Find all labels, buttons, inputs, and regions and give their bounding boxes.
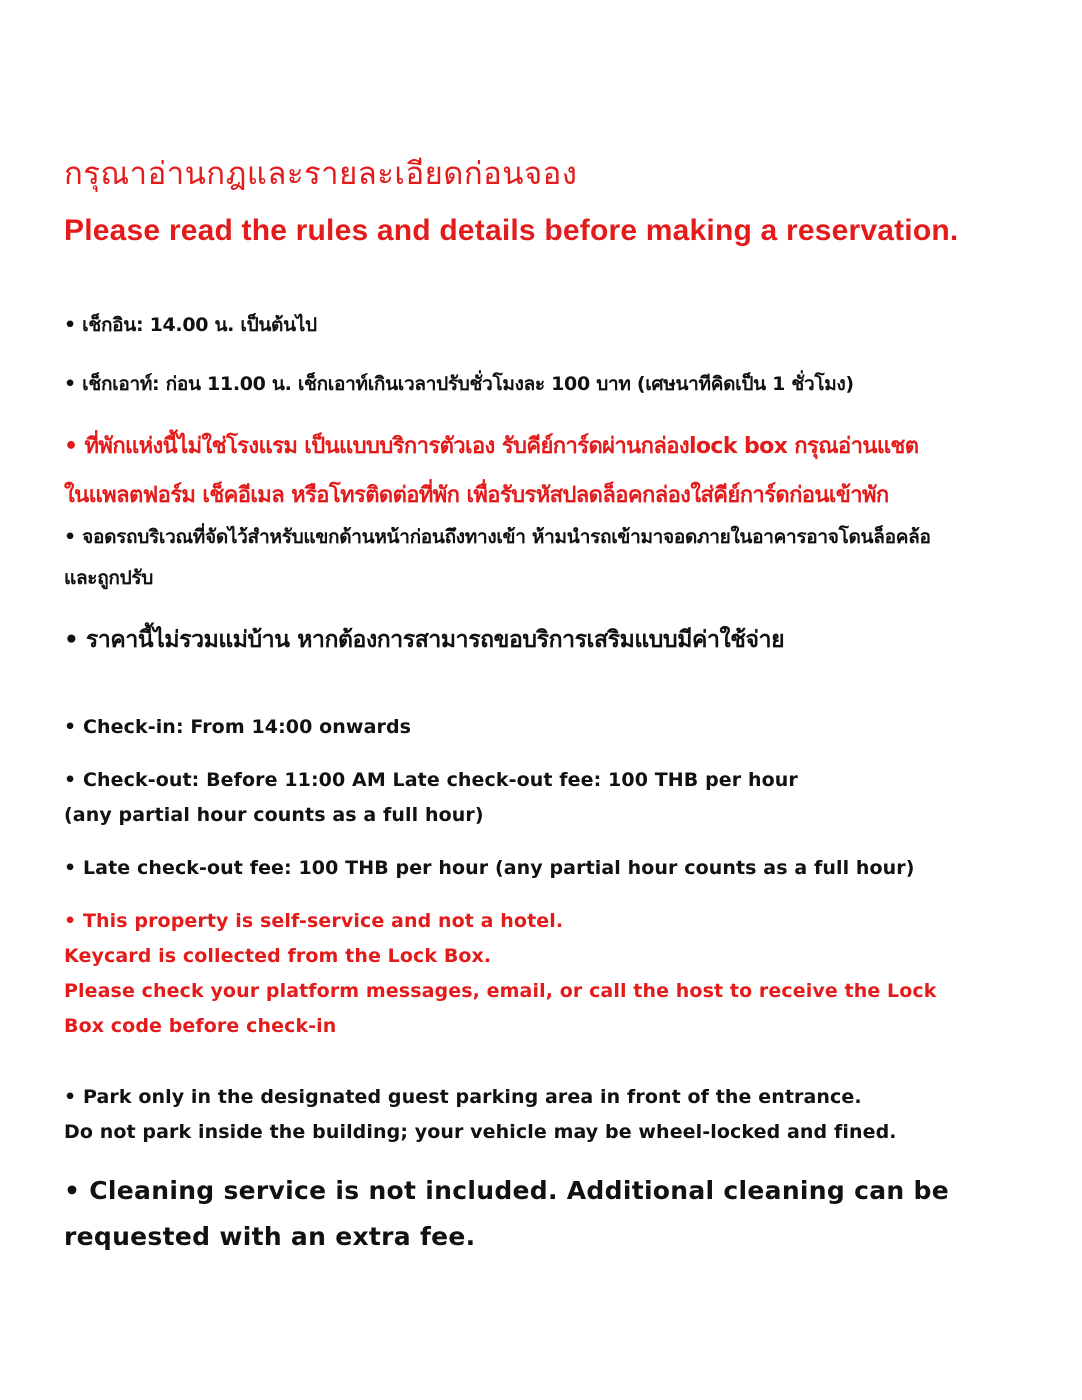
thai-self-service-line-1: • ที่พักแห่งนี้ไม่ใช่โรงแรม เป็นแบบบริการตัวเอง รับคีย์การ์ดผ่านกล่องlock box กรุณอ่านแชต — [64, 434, 919, 459]
thai-cleaning-rule: • ราคานี้ไม่รวมแม่บ้าน หากต้องการสามารถขอบริการเสริมแบบมีค่าใช้จ่าย — [64, 627, 785, 653]
thai-self-service-line-2: ในแพลตฟอร์ม เช็คอีเมล หรือโทรติดต่อที่พัก เพื่อรับรหัสปลดล็อคกล่องใส่คีย์การ์ดก่อนเข้าพัก — [64, 483, 889, 508]
thai-checkout-rule: • เช็กเอาท์: ก่อน 11.00 น. เช็กเอาท์เกินเวลาปรับชั่วโมงละ 100 บาท (เศษนาทีคิดเป็น 1 ชั่วโมง) — [64, 373, 854, 395]
thai-parking-line-2: และถูกปรับ — [64, 567, 154, 589]
en-self-service-line-1: • This property is self-service and not a hotel. — [64, 910, 564, 932]
en-checkout-line-1: • Check-out: Before 11:00 AM Late check-out fee: 100 THB per hour — [64, 769, 798, 791]
page-title-thai: กรุณาอ่านกฎและรายละเอียดก่อนจอง — [64, 156, 578, 192]
en-self-service-line-4: Box code before check-in — [64, 1015, 337, 1037]
en-checkout-line-2: (any partial hour counts as a full hour) — [64, 804, 484, 826]
en-late-fee-rule: • Late check-out fee: 100 THB per hour (any partial hour counts as a full hour) — [64, 857, 915, 879]
thai-parking-line-1: • จอดรถบริเวณที่จัดไว้สำหรับแขกด้านหน้าก่อนถึงทางเข้า ห้ามนำรถเข้ามาจอดภายในอาคารอาจโดนล็อคล้อ — [64, 526, 931, 548]
en-cleaning-line-1: • Cleaning service is not included. Additional cleaning can be — [64, 1176, 949, 1205]
en-self-service-line-2: Keycard is collected from the Lock Box. — [64, 945, 492, 967]
thai-checkin-rule: • เช็กอิน: 14.00 น. เป็นต้นไป — [64, 314, 317, 336]
en-cleaning-line-2: requested with an extra fee. — [64, 1222, 476, 1251]
en-parking-line-1: • Park only in the designated guest parking area in front of the entrance. — [64, 1086, 862, 1108]
en-self-service-line-3: Please check your platform messages, email, or call the host to receive the Lock — [64, 980, 937, 1002]
en-checkin-rule: • Check-in: From 14:00 onwards — [64, 716, 412, 738]
en-parking-line-2: Do not park inside the building; your vehicle may be wheel-locked and fined. — [64, 1121, 897, 1143]
page-title-english: Please read the rules and details before making a reservation. — [64, 214, 959, 247]
